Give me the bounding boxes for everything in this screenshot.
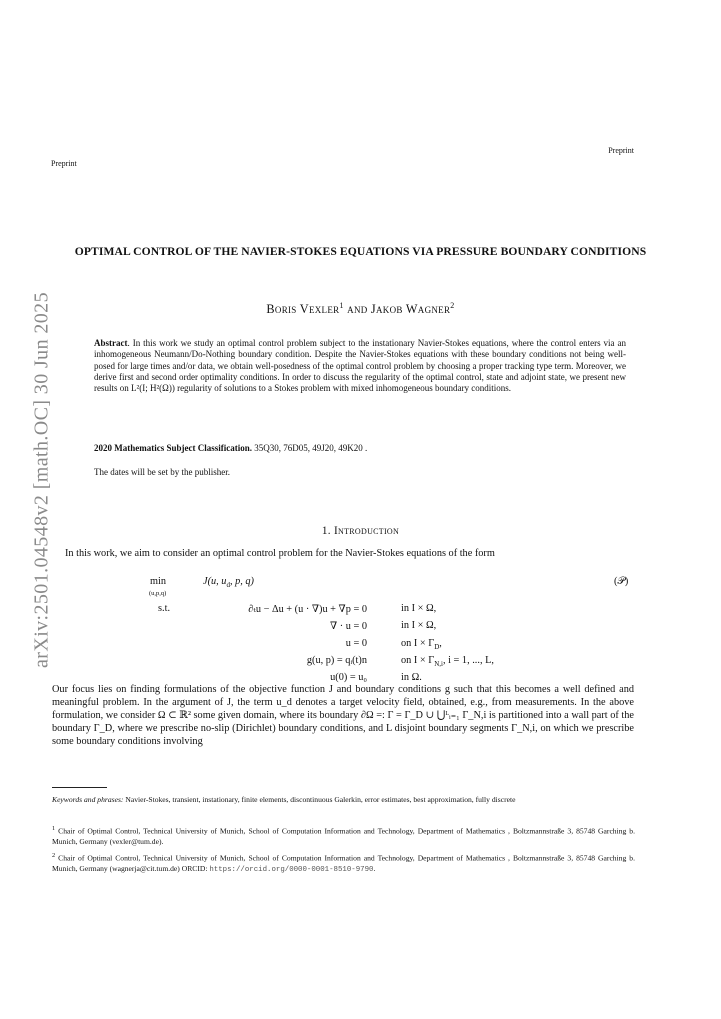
author-2: Jakob Wagner (370, 302, 451, 317)
footnote-1-mark: 1 (52, 825, 56, 832)
min-subscript: (u,p,q) (149, 590, 167, 597)
preprint-label-right: Preprint (608, 146, 634, 155)
section-number: 1. (321, 525, 334, 537)
body-paragraph: Our focus lies on finding formulations of the objective function J and boundary conditions g such that this becomes a well defined and meaningful problem. In the argument of J, the term u_d denotes a target velocity field, obtained, e.g., from measurements. In the above formulation, we consider Ω ⊂ ℝ² some given domain, where its boundary ∂Ω =: Γ = Γ_D ∪ ⋃ᴸᵢ₌₁ Γ_N,i is partitioned into a wall part of the boundary Γ_D, where we prescribe no-slip (Dirichlet) boundary conditions, and L disjoint boundary segments Γ_N,i, on which we prescribe some boundary conditions involving (52, 684, 634, 747)
noslip-condition: u = 0 (345, 638, 367, 649)
continuity-domain: in I × Ω, (401, 620, 437, 631)
footnote-2-end: . (373, 864, 376, 874)
keywords-text: Navier-Stokes, transient, instationary, finite elements, discontinuous Galerkin, error estimates, best approximation, fully discrete (123, 795, 516, 804)
author-1: Boris Vexler (266, 302, 340, 317)
pressure-boundary-condition: g(u, p) = qᵢ(t)n (306, 655, 367, 666)
arxiv-identifier-stamp: arXiv:2501.04548v2 [math.OC] 30 Jun 2025 (30, 292, 53, 668)
problem-label: (𝒫) (614, 576, 629, 587)
initial-domain: in Ω. (401, 672, 422, 683)
footnote-1 (52, 824, 635, 848)
momentum-equation: ∂ₜu − Δu + (u · ∇)u + ∇p = 0 (248, 604, 367, 615)
pressure-boundary-domain: on $I \times \Gamma_{N,i}$, i = 1, ..., L, (401, 655, 494, 669)
section-heading (0, 525, 721, 537)
preprint-label-left: Preprint (51, 159, 77, 168)
noslip-domain: on $I \times \Gamma_D$, (401, 638, 442, 652)
keywords-footnote (52, 795, 635, 806)
footnote-1-text: Chair of Optimal Control, Technical University of Munich, School of Computation Information and Technology, Department of Mathematics , Boltzmannstraße 3, 85748 Garching b. Munich, Germany (vexler@tum.de). (52, 826, 635, 847)
footnote-2-mark: 2 (52, 852, 56, 859)
msc-codes: 35Q30, 76D05, 49J20, 49K20 . (251, 443, 368, 453)
initial-condition: u(0) = u₀ (330, 672, 367, 683)
author-line (0, 301, 721, 317)
author-2-affiliation-mark: 2 (450, 301, 455, 310)
abstract-label: Abstract (94, 338, 128, 348)
footnote-2 (52, 851, 635, 876)
msc-label: 2020 Mathematics Subject Classification. (94, 443, 252, 453)
author-1-affiliation-mark: 1 (339, 301, 344, 310)
author-conjunction: and (343, 302, 371, 317)
paper-title: OPTIMAL CONTROL OF THE NAVIER-STOKES EQUATIONS VIA PRESSURE BOUNDARY CONDITIONS (74, 245, 647, 258)
continuity-equation: ∇ · u = 0 (329, 621, 367, 632)
min-operator: min (150, 576, 167, 587)
abstract-text: . In this work we study an optimal control problem subject to the instationary Navier-Stokes equations, where the control enters via an inhomogeneous Neumann/Do-Nothing boundary condition. Despite the Navier-Stokes equations with these boundary conditions not being well-posed for large times and/or data, we obtain well-posedness of the optimal control problem by choosing a proper tracking type term. Moreover, we derive first and second order optimality conditions. In order to discuss the regularity of the optimal control, state and adjoint state, we present new results on L²(I; H²(Ω)) regularity of solutions to a Stokes problem with mixed inhomogeneous boundary conditions. (94, 338, 626, 394)
footnote-rule (52, 787, 107, 788)
momentum-domain: in I × Ω, (401, 603, 437, 614)
footnote-2-text: Chair of Optimal Control, Technical University of Munich, School of Computation Information and Technology, Department of Mathematics , Boltzmannstraße 3, 85748 Garching b. Munich, Germany (wagnerja@cit.tum.de) ORCID: (52, 853, 635, 874)
dates-note: The dates will be set by the publisher. (94, 467, 230, 477)
keywords-label: Keywords and phrases: (52, 795, 124, 804)
intro-sentence: In this work, we aim to consider an optimal control problem for the Navier-Stokes equations of the form (65, 548, 495, 559)
orcid-link[interactable]: https://orcid.org/0000-0001-8510-9790 (209, 866, 374, 875)
section-title: Introduction (333, 525, 400, 537)
abstract (94, 338, 626, 394)
objective-function: J(u, $u_d$, p, q) (203, 576, 254, 590)
subject-to-label: s.t. (158, 603, 171, 614)
msc-classification (94, 443, 626, 454)
